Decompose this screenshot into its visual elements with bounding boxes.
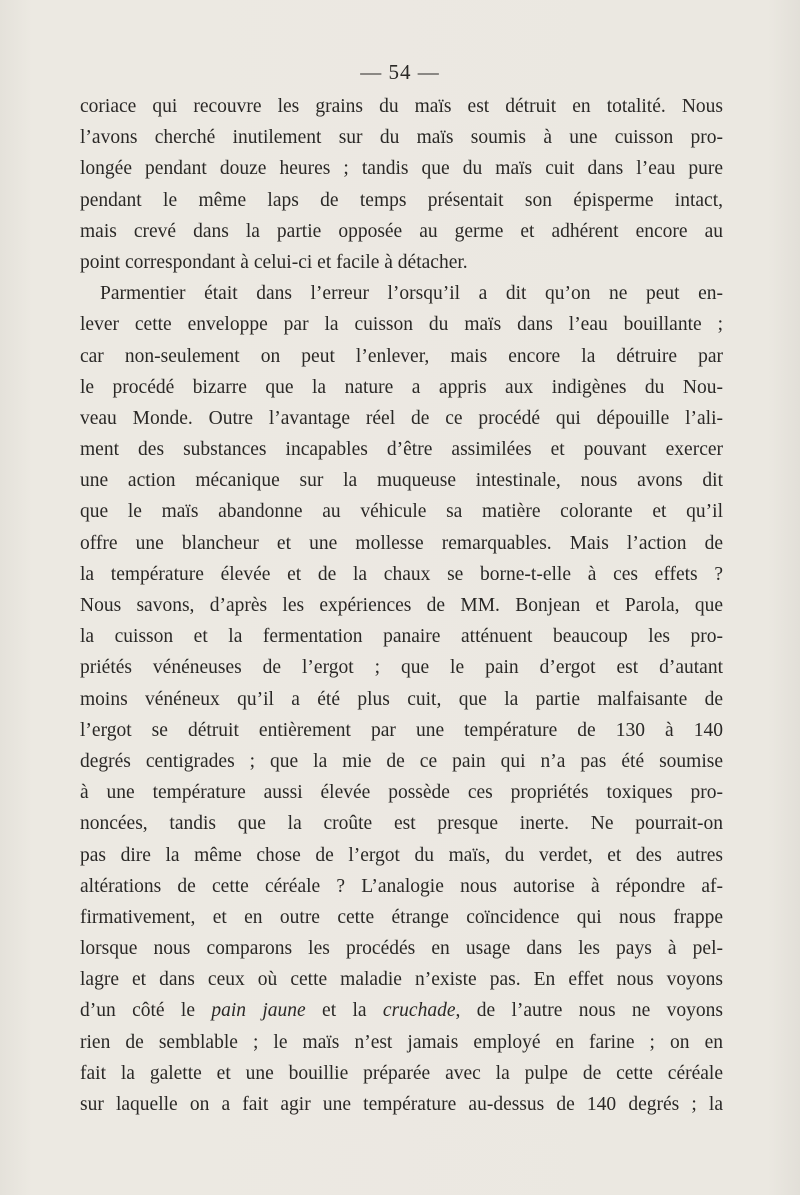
text-line bbox=[80, 684, 723, 715]
text-line bbox=[80, 1089, 723, 1120]
text-segment: lorsque nous comparons les procédés en usage dans les pays à pel- bbox=[80, 938, 723, 960]
text-segment: l’ergot se détruit entièrement par une température de 130 à 140 bbox=[80, 719, 723, 741]
text-line bbox=[80, 746, 723, 777]
text-line bbox=[80, 840, 723, 871]
text-line bbox=[80, 995, 723, 1026]
text-line bbox=[80, 1058, 723, 1089]
text-line bbox=[80, 559, 723, 590]
text-segment: et la bbox=[305, 1000, 383, 1022]
text-segment: sur laquelle on a fait agir une température au-dessus de 140 degrés ; la bbox=[80, 1094, 723, 1115]
text-segment: Nous savons, d’après les expériences de MM. Bonjean et Parola, que bbox=[80, 595, 723, 616]
text-line bbox=[80, 777, 723, 808]
italic-term: pain jaune bbox=[211, 1000, 306, 1022]
text-line bbox=[80, 372, 723, 403]
text-line bbox=[80, 185, 723, 216]
text-line bbox=[80, 465, 723, 496]
text-segment: , de l’autre nous ne voyons bbox=[455, 1000, 723, 1022]
text-segment: altérations de cette céréale ? L’analogie nous autorise à répondre af- bbox=[80, 875, 723, 897]
text-segment: pas dire la même chose de l’ergot du maïs, du verdet, et des autres bbox=[80, 844, 723, 866]
italic-term: cruchade bbox=[382, 1000, 456, 1022]
text-segment: priétés vénéneuses de l’ergot ; que le pain d’ergot est d’autant bbox=[80, 657, 723, 679]
text-segment: coriace qui recouvre les grains du maïs est détruit en totalité. Nous bbox=[80, 96, 723, 117]
text-line bbox=[80, 278, 723, 309]
page-number: — 54 — bbox=[360, 60, 440, 84]
text-line bbox=[80, 808, 723, 839]
text-line bbox=[80, 621, 723, 652]
text-line bbox=[80, 1027, 723, 1058]
text-line bbox=[80, 341, 723, 372]
text-line bbox=[80, 309, 723, 340]
text-line bbox=[80, 528, 723, 559]
text-segment: longée pendant douze heures ; tandis que du maïs cuit dans l’eau pure bbox=[80, 158, 723, 180]
text-segment: d’un côté le bbox=[80, 1000, 212, 1022]
text-line bbox=[80, 871, 723, 902]
text-segment: une action mécanique sur la muqueuse intestinale, nous avons dit bbox=[80, 470, 723, 492]
text-segment: noncées, tandis que la croûte est presque inerte. Ne pourrait-on bbox=[80, 813, 723, 835]
text-segment: fait la galette et une bouillie préparée avec la pulpe de cette céréale bbox=[80, 1062, 723, 1084]
text-segment: veau Monde. Outre l’avantage réel de ce procédé qui dépouille l’ali- bbox=[80, 407, 723, 429]
text-line bbox=[80, 496, 723, 527]
text-segment: mais crevé dans la partie opposée au germe et adhérent encore au bbox=[80, 220, 723, 242]
text-line bbox=[80, 91, 723, 122]
text-line bbox=[80, 964, 723, 995]
text-line bbox=[80, 153, 723, 184]
text-segment: lagre et dans ceux où cette maladie n’existe pas. En effet nous voyons bbox=[80, 969, 723, 991]
text-line bbox=[80, 933, 723, 964]
text-segment: moins vénéneux qu’il a été plus cuit, que la partie malfaisante de bbox=[80, 688, 723, 710]
text-line bbox=[80, 902, 723, 933]
text-segment: Parmentier était dans l’erreur l’orsqu’il a dit qu’on ne peut en- bbox=[100, 283, 723, 305]
text-segment: offre une blancheur et une mollesse remarquables. Mais l’action de bbox=[80, 532, 723, 554]
text-segment: pendant le même laps de temps présentait son épisperme intact, bbox=[80, 189, 723, 211]
text-line bbox=[80, 247, 723, 278]
text-line bbox=[80, 122, 723, 153]
text-segment: la cuisson et la fermentation panaire atténuent beaucoup les pro- bbox=[80, 626, 723, 648]
text-segment: firmativement, et en outre cette étrange coïncidence qui nous frappe bbox=[80, 906, 723, 928]
text-segment: degrés centigrades ; que la mie de ce pain qui n’a pas été soumise bbox=[80, 750, 723, 772]
text-segment: car non-seulement on peut l’enlever, mais encore la détruire par bbox=[80, 345, 723, 367]
text-segment: rien de semblable ; le maïs n’est jamais employé en farine ; on en bbox=[80, 1031, 723, 1053]
text-line bbox=[80, 652, 723, 683]
text-line bbox=[80, 434, 723, 465]
text-segment: ment des substances incapables d’être assimilées et pouvant exercer bbox=[80, 439, 723, 461]
text-line bbox=[80, 715, 723, 746]
text-segment: le procédé bizarre que la nature a appris aux indigènes du Nou- bbox=[80, 376, 723, 398]
text-line bbox=[80, 590, 723, 621]
text-segment: la température élevée et de la chaux se borne-t-elle à ces effets ? bbox=[80, 563, 723, 585]
text-segment: point correspondant à celui-ci et facile à détacher. bbox=[80, 251, 468, 273]
text-segment: l’avons cherché inutilement sur du maïs soumis à une cuisson pro- bbox=[80, 127, 723, 149]
body-text bbox=[80, 91, 723, 1120]
text-line bbox=[80, 216, 723, 247]
text-segment: à une température aussi élevée possède ces propriétés toxiques pro- bbox=[80, 782, 723, 804]
text-segment: lever cette enveloppe par la cuisson du maïs dans l’eau bouillante ; bbox=[80, 314, 723, 336]
text-line bbox=[80, 403, 723, 434]
text-segment: que le maïs abandonne au véhicule sa matière colorante et qu’il bbox=[80, 501, 723, 523]
